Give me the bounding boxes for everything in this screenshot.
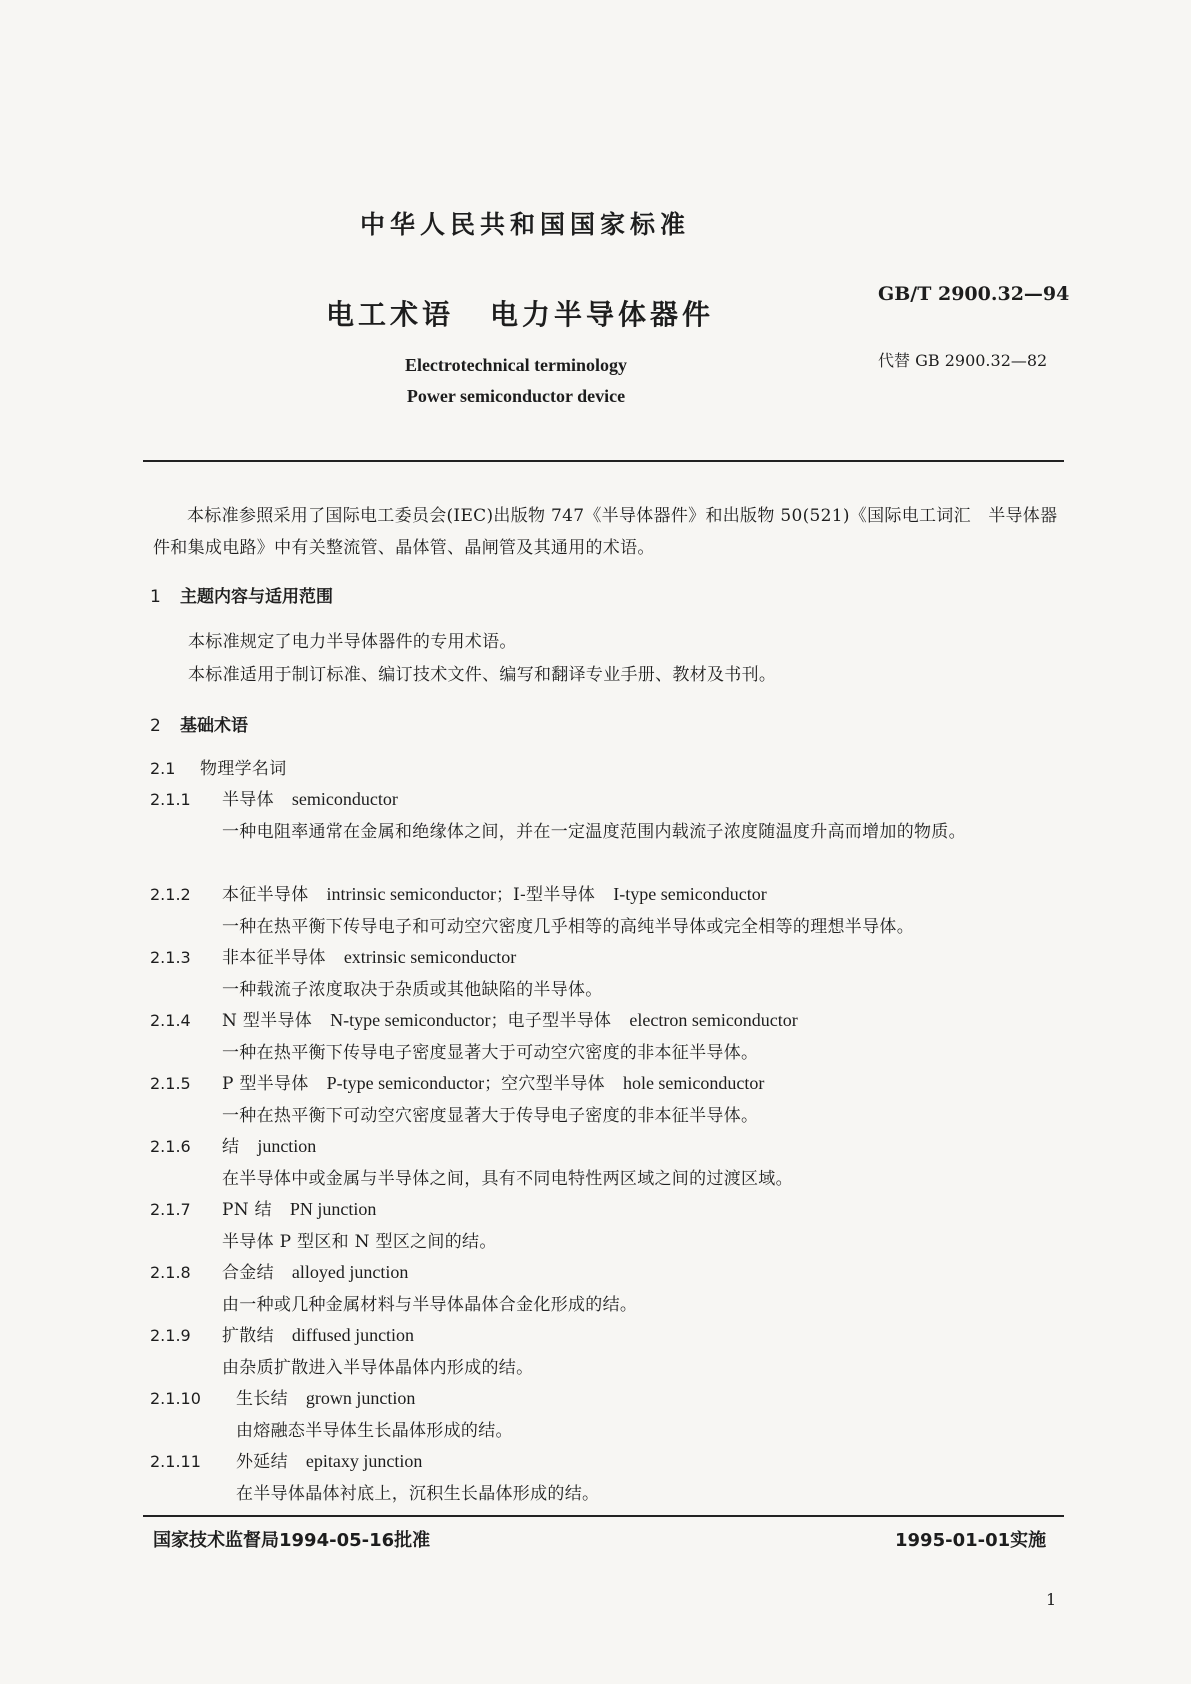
term-number: 2.1.11 bbox=[150, 1452, 201, 1471]
term-name-cn: 非本征半导体 bbox=[222, 948, 326, 968]
term-name-en: diffused junction bbox=[291, 1325, 415, 1345]
term-number: 2.1.1 bbox=[150, 790, 191, 809]
term-alt-name-en: I-type semiconductor bbox=[613, 884, 767, 904]
term-definition: 在半导体晶体衬底上，沉积生长晶体形成的结。 bbox=[236, 1484, 600, 1504]
intro-paragraph: 本标准参照采用了国际电工委员会(IEC)出版物 747《半导体器件》和出版物 50(521)《国际电工词汇 半导体器件和集成电路》中有关整流管、晶体管、晶闸管及其通用的术语。 bbox=[153, 506, 1058, 558]
section-heading-1 bbox=[150, 582, 333, 607]
term-definition: 一种电阻率通常在金属和绝缘体之间，并在一定温度范围内载流子浓度随温度升高而增加的物质。 bbox=[222, 822, 966, 842]
section-title: 主题内容与适用范围 bbox=[180, 587, 333, 607]
term-name-en: epitaxy junction bbox=[305, 1451, 423, 1471]
term-alt-name-en: hole semiconductor bbox=[622, 1073, 765, 1093]
standard-code: GB/T 2900.32—94 bbox=[878, 283, 1070, 305]
subsection-heading bbox=[150, 754, 287, 779]
term-name-en: alloyed junction bbox=[291, 1262, 409, 1282]
term-entry: 2.1.5 P 型半导体 P-type semiconductor；空穴型半导体 hole semiconductor bbox=[150, 1073, 765, 1094]
term-name-en: PN junction bbox=[289, 1199, 377, 1219]
term-entry bbox=[150, 1447, 422, 1472]
term-name-cn: 扩散结 bbox=[222, 1326, 274, 1346]
term-name-cn: 本征半导体 bbox=[222, 885, 309, 905]
term-name-cn: N 型半导体 bbox=[222, 1011, 313, 1031]
term-entry bbox=[150, 1384, 415, 1409]
section-number: 1 bbox=[150, 587, 161, 607]
term-definition: 由杂质扩散进入半导体晶体内形成的结。 bbox=[222, 1358, 534, 1378]
term-name-cn: 生长结 bbox=[236, 1389, 288, 1409]
page-number: 1 bbox=[1046, 1590, 1057, 1609]
document-title-en-line1: Electrotechnical terminology bbox=[404, 355, 628, 375]
term-name-cn: 外延结 bbox=[236, 1452, 288, 1472]
footer-divider bbox=[143, 1515, 1064, 1517]
term-number: 2.1.4 bbox=[150, 1011, 191, 1030]
term-number: 2.1.3 bbox=[150, 948, 191, 967]
effective-date: 1995-01-01实施 bbox=[895, 1530, 1047, 1551]
term-alt-name-cn: 电子型半导体 bbox=[507, 1011, 612, 1031]
national-standard-heading: 中华人民共和国国家标准 bbox=[359, 210, 690, 239]
term-entry bbox=[150, 1195, 376, 1220]
section-heading-2 bbox=[150, 711, 248, 736]
term-name-cn: P 型半导体 bbox=[222, 1074, 309, 1094]
term-name-cn: 半导体 bbox=[222, 790, 274, 810]
term-entry bbox=[150, 785, 398, 810]
scope-paragraph: 本标准规定了电力半导体器件的专用术语。 bbox=[188, 632, 517, 652]
term-entry bbox=[150, 1258, 408, 1283]
section-number: 2 bbox=[150, 716, 161, 736]
term-name-cn: 合金结 bbox=[222, 1263, 274, 1283]
term-entry: 2.1.4 N 型半导体 N-type semiconductor；电子型半导体 electron semiconductor bbox=[150, 1010, 798, 1031]
term-number: 2.1.9 bbox=[150, 1326, 191, 1345]
scope-paragraph: 本标准适用于制订标准、编订技术文件、编写和翻译专业手册、教材及书刊。 bbox=[188, 665, 777, 685]
term-number: 2.1.2 bbox=[150, 885, 191, 904]
term-number: 2.1.10 bbox=[150, 1389, 201, 1408]
term-entry bbox=[150, 943, 516, 968]
term-definition: 一种在热平衡下传导电子和可动空穴密度几乎相等的高纯半导体或完全相等的理想半导体。 bbox=[222, 917, 914, 937]
term-definition: 一种载流子浓度取决于杂质或其他缺陷的半导体。 bbox=[222, 980, 603, 1000]
term-name-en: intrinsic semiconductor bbox=[326, 884, 496, 904]
term-name-en: semiconductor bbox=[291, 789, 398, 809]
term-entry bbox=[150, 1321, 414, 1346]
term-definition: 由一种或几种金属材料与半导体晶体合金化形成的结。 bbox=[222, 1295, 638, 1315]
term-name-cn: PN 结 bbox=[222, 1200, 272, 1220]
section-title: 基础术语 bbox=[180, 716, 248, 736]
term-number: 2.1.5 bbox=[150, 1074, 191, 1093]
term-number: 2.1.8 bbox=[150, 1263, 191, 1282]
subsection-number: 2.1 bbox=[150, 759, 176, 778]
term-name-en: junction bbox=[257, 1136, 317, 1156]
term-entry bbox=[150, 1132, 316, 1157]
term-name-en: N-type semiconductor bbox=[330, 1010, 491, 1030]
term-name-en: grown junction bbox=[305, 1388, 416, 1408]
term-name-cn: 结 bbox=[222, 1137, 240, 1157]
term-number: 2.1.6 bbox=[150, 1137, 191, 1156]
approval-date: 国家技术监督局1994-05-16批准 bbox=[153, 1530, 431, 1551]
title-cn-part1: 电工术语 bbox=[325, 298, 454, 331]
subsection-title: 物理学名词 bbox=[200, 759, 287, 779]
term-definition: 半导体 P 型区和 N 型区之间的结。 bbox=[222, 1232, 497, 1252]
header-divider bbox=[143, 460, 1064, 462]
title-cn-part2: 电力半导体器件 bbox=[490, 298, 715, 331]
term-definition: 一种在热平衡下传导电子密度显著大于可动空穴密度的非本征半导体。 bbox=[222, 1043, 759, 1063]
replaces-note: 代替 GB 2900.32—82 bbox=[878, 351, 1048, 370]
term-definition: 在半导体中或金属与半导体之间，具有不同电特性两区域之间的过渡区域。 bbox=[222, 1169, 793, 1189]
term-alt-name-cn: I-型半导体 bbox=[512, 885, 596, 905]
document-title-en-line2: Power semiconductor device bbox=[406, 386, 626, 406]
term-name-en: P-type semiconductor bbox=[326, 1073, 485, 1093]
term-entry: 2.1.2 本征半导体 intrinsic semiconductor；I-型半导体 I-type semiconductor bbox=[150, 884, 767, 905]
term-number: 2.1.7 bbox=[150, 1200, 191, 1219]
term-name-en: extrinsic semiconductor bbox=[343, 947, 517, 967]
term-alt-name-en: electron semiconductor bbox=[629, 1010, 798, 1030]
term-definition: 由熔融态半导体生长晶体形成的结。 bbox=[236, 1421, 513, 1441]
term-alt-name-cn: 空穴型半导体 bbox=[501, 1074, 605, 1094]
term-definition: 一种在热平衡下可动空穴密度显著大于传导电子密度的非本征半导体。 bbox=[222, 1106, 759, 1126]
